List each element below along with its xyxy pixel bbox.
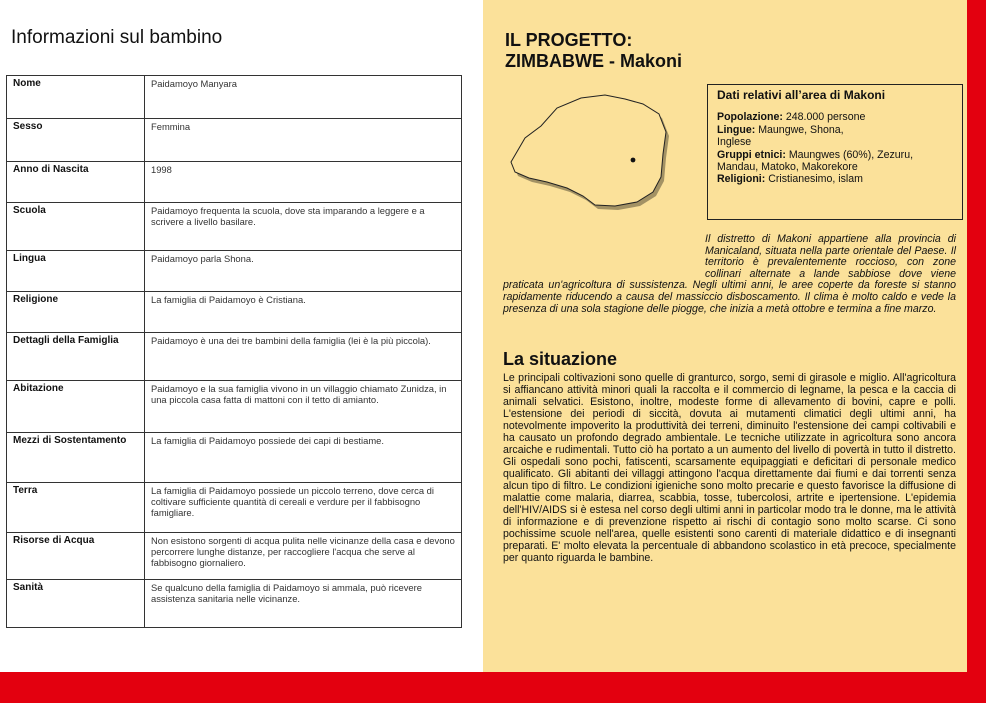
languages-row (717, 124, 867, 149)
languages-label: Lingue: (717, 123, 756, 136)
row-value: La famiglia di Paidamoyo è Cristiana. (145, 292, 462, 333)
row-label: Lingua (7, 251, 145, 292)
makoni-data-box (707, 84, 963, 220)
table-row (7, 381, 462, 433)
table-row (7, 251, 462, 292)
religions-label: Religioni: (717, 173, 766, 186)
zimbabwe-map-icon (503, 92, 673, 212)
row-value: Paidamoyo frequenta la scuola, dove sta imparando a leggere e a scrivere a livello basilare. (145, 203, 462, 251)
table-row (7, 76, 462, 119)
table-row (7, 333, 462, 381)
row-label: Terra (7, 483, 145, 533)
ethnic-groups-value: Maungwes (60%), Zezuru, Mandau, Matoko, Makorekore (717, 148, 914, 174)
row-label: Sesso (7, 119, 145, 162)
population-value: 248.000 persone (785, 111, 866, 124)
table-row (7, 483, 462, 533)
red-bottom-border (0, 672, 986, 703)
ethnic-groups-label: Gruppi etnici: (717, 148, 786, 161)
child-info-title: Informazioni sul bambino (11, 27, 223, 48)
religions-row (717, 173, 953, 185)
row-label: Risorse di Acqua (7, 533, 145, 580)
row-value: Paidamoyo è una dei tre bambini della famiglia (lei è la più piccola). (145, 333, 462, 381)
row-label: Anno di Nascita (7, 162, 145, 203)
left-page (0, 0, 483, 672)
row-label: Abitazione (7, 381, 145, 433)
situation-paragraph: Le principali coltivazioni sono quelle di granturco, sorgo, semi di girasole e miglio. All'agricoltura si affiancano attività minori quali la raccolta e il commercio di legname, la pesca e la caccia di animali selvatici. Esistono, inoltre, modeste forme di allevamento di bovini, capre e polli. L'estensione dei periodi di siccità, dovuta ai mutamenti climatici degli ultimi anni, ha notevolmente impoverito la produttività dei terreni, diminuito l'estensione dei campi coltivabili e ha causato un profondo degrado ambientale. Le tecniche utilizzate in agricoltura sono ancora arcaiche e rudimentali. Tutto ciò ha portato a un aumento del livello di povertà in tutto il distretto. Gli ospedali sono pochi, fatiscenti, scarsamente equipaggiati e deficitari di personale medico qualificato. Gli abitanti dei villaggi attingono l'acqua direttamente dai fiumi e dai torrenti senza alcun tipo di filtro. Le condizioni igieniche sono molto precarie e questo favorisce la diffusione di malattie come malaria, diarrea, scabbia, tosse, tubercolosi, artrite e ipertensione. L'epidemia dell'HIV/AIDS si è estesa nel corso degli ultimi anni in particolar modo tra le donne, ma le attività di informazione e di prevenzione rispetto ai rischi di contagio sono molto scarse. Ci sono pochissime scuole nell'area, quelle esistenti sono carenti di materiale didattico e di insegnanti preparati. E' molto elevata la percentuale di abbandono scolastico in età precoce, specialmente per quanto riguarda le bambine. (503, 372, 956, 564)
ethnic-groups-row (717, 149, 953, 174)
row-label: Dettagli della Famiglia (7, 333, 145, 381)
table-row (7, 292, 462, 333)
row-value: Paidamoyo e la sua famiglia vivono in un villaggio chiamato Zunidza, in una piccola casa fatta di mattoni con il tetto di amianto. (145, 381, 462, 433)
child-info-table (6, 75, 462, 628)
intro-paragraph: Il distretto di Makoni appartiene alla provincia di Manicaland, situata nella parte orientale del Paese. Il territorio è prevalentemente roccioso, con zone collinari alternate a lande sabbiose dove viene praticata un'agricoltura di sussistenza. Negli ultimi anni, le aree coperte da foreste si stanno rapidamente riducendo a causa del massiccio disboscamento. Il clima è molto caldo e vede la presenza di una sola stagione delle piogge, che inizia a metà ottobre e termina a fine marzo. (503, 233, 956, 315)
right-page (483, 0, 967, 672)
row-value: La famiglia di Paidamoyo possiede dei capi di bestiame. (145, 433, 462, 483)
row-value: Non esistono sorgenti di acqua pulita nelle vicinanze della casa e devono percorrere lunghe distanze, per raccogliere l'acqua che serve al fabbisogno giornaliero. (145, 533, 462, 580)
table-row (7, 433, 462, 483)
languages-value: Maungwe, Shona, Inglese (717, 123, 844, 149)
population-row (717, 111, 953, 123)
row-value: La famiglia di Paidamoyo possiede un piccolo terreno, dove cerca di coltivare sufficiente quantità di cereali e verdure per il fabbisogno famigliare. (145, 483, 462, 533)
table-row (7, 580, 462, 628)
religions-value: Cristianesimo, islam (768, 173, 863, 186)
district-intro-text (503, 234, 956, 315)
row-value: 1998 (145, 162, 462, 203)
row-label: Mezzi di Sostentamento (7, 433, 145, 483)
project-title (505, 30, 682, 72)
table-row (7, 119, 462, 162)
row-label: Sanità (7, 580, 145, 628)
row-label: Nome (7, 76, 145, 119)
row-value: Paidamoyo parla Shona. (145, 251, 462, 292)
row-value: Femmina (145, 119, 462, 162)
location-dot-icon (631, 158, 636, 163)
row-label: Scuola (7, 203, 145, 251)
table-row (7, 533, 462, 580)
table-row (7, 162, 462, 203)
row-value: Se qualcuno della famiglia di Paidamoyo si ammala, può ricevere assistenza sanitaria nelle vicinanze. (145, 580, 462, 628)
situation-heading: La situazione (503, 349, 618, 369)
table-row (7, 203, 462, 251)
population-label: Popolazione: (717, 111, 783, 124)
project-title-line2: ZIMBABWE - Makoni (505, 51, 682, 71)
data-box-title: Dati relativi all’area di Makoni (717, 88, 886, 102)
project-title-line1: IL PROGETTO: (505, 30, 633, 50)
row-label: Religione (7, 292, 145, 333)
row-value: Paidamoyo Manyara (145, 76, 462, 119)
red-side-border (967, 0, 986, 703)
